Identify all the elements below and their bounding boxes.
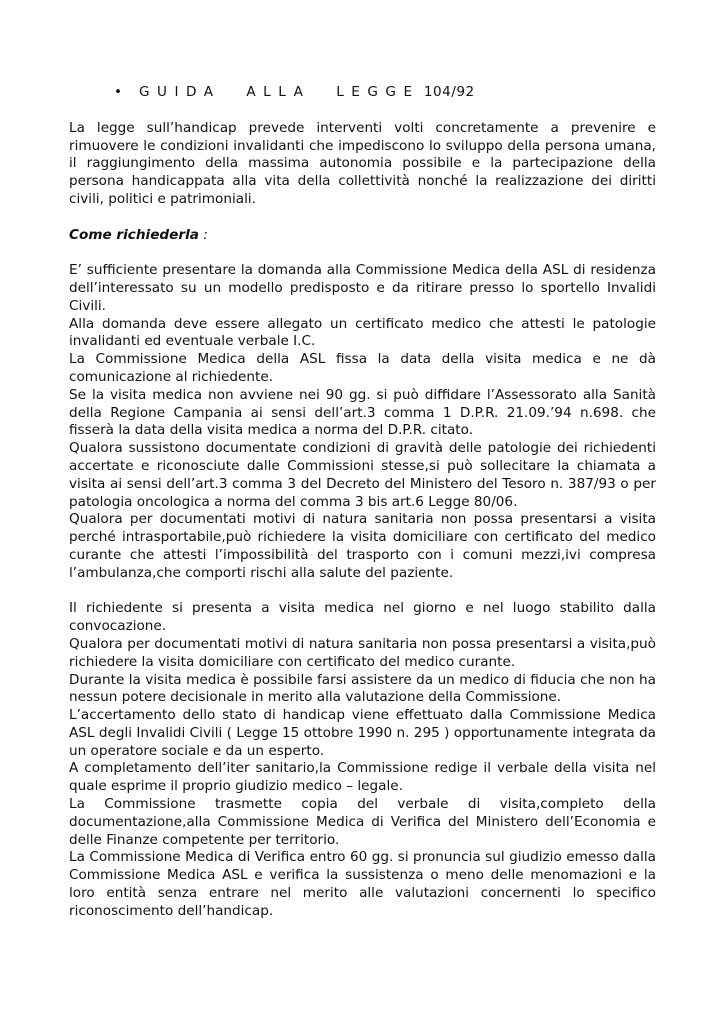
spacer (69, 583, 656, 601)
section-heading-text: Come richiederla (69, 226, 199, 243)
paragraph: La Commissione trasmette copia del verbale di visita,completo della documentazione,alla Commissione Medica di Verifica del Ministero dell’Economia e delle Finanze competente per territorio. (69, 796, 656, 848)
paragraph: L’accertamento dello stato di handicap viene effettuato dalla Commissione Medica ASL degli Invalidi Civili ( Legge 15 ottobre 1990 n. 295 ) opportunamente integrata da un operatore sociale e da un esperto. (69, 707, 656, 759)
paragraph: Durante la visita medica è possibile farsi assistere da un medico di fiducia che non ha nessun potere decisionale in merito alla valutazione della Commissione. (69, 671, 656, 706)
paragraph: La Commissione Medica della ASL fissa la data della visita medica e ne dà comunicazione al richiedente. (69, 351, 656, 385)
paragraph: E’ sufficiente presentare la domanda alla Commissione Medica della ASL di residenza dell’interessato su un modello predisposto e da ritirare presso lo sportello Invalidi Civili. (69, 262, 656, 314)
paragraph: Qualora per documentati motivi di natura sanitaria non possa presentarsi a visita,può richiedere la visita domiciliare con certificato del medico curante. (69, 635, 656, 670)
title-number: 104/92 (423, 84, 475, 100)
paragraph: Alla domanda deve essere allegato un certificato medico che attesti le patologie invalidanti ed eventuale verbale I.C. (69, 315, 656, 350)
paragraph: Qualora per documentati motivi di natura sanitaria non possa presentarsi a visita perché intrasportabile,può richiedere la visita domiciliare con certificato del medico curante che attesti l’impossibilità del trasporto con i comuni mezzi,ivi compresa l’ambulanza,che comporti rischi alla salute del paziente. (69, 511, 656, 581)
spacer (69, 244, 656, 262)
bullet-icon: • (114, 84, 123, 100)
spacer (69, 209, 656, 227)
paragraph: Il richiedente si presenta a visita medica nel giorno e nel luogo stabilito dalla convocazione. (69, 600, 656, 635)
paragraph: Se la visita medica non avviene nei 90 gg. si può diffidare l’Assessorato alla Sanità della Regione Campania ai sensi dell’art.3 comma 1 D.P.R. 21.09.’94 n.698. che fisserà la data della visita medica a norma del D.P.R. citato. (69, 386, 656, 439)
paragraph: Qualora sussistono documentate condizioni di gravità delle patologie dei richiedenti accertate e riconosciute dalle Commissioni stesse,si può sollecitare la chiamata a visita ai sensi dell’art.3 comma 3 del Decreto del Ministero del Tesoro n. 387/93 o per patologia oncologica a norma del comma 3 bis art.6 Legge 80/06. (69, 440, 656, 510)
intro-paragraph: La legge sull’handicap prevede interventi volti concretamente a prevenire e rimuovere le condizioni invalidanti che impediscono lo sviluppo della persona umana, il raggiungimento della massima autonomia possibile e la partecipazione della persona handicappata alla vita della collettività nonché la realizzazione dei diritti civili, politici e patrimoniali. (69, 119, 656, 207)
paragraph: A completamento dell’iter sanitario,la Commissione redige il verbale della visita nel quale esprime il proprio giudizio medico – legale. (69, 760, 656, 795)
section-heading-suffix: : (198, 226, 208, 243)
document-title (69, 84, 656, 102)
paragraph: La Commissione Medica di Verifica entro 60 gg. si pronuncia sul giudizio emesso dalla Commissione Medica ASL e verifica la sussistenza o meno delle menomazioni e la loro entità senza entrare nel merito alle valutazioni concernenti lo specifico riconoscimento dell’handicap. (69, 849, 656, 919)
section-heading (69, 227, 656, 245)
document-page (69, 84, 656, 921)
title-words: GUIDA ALLA LEGGE (139, 84, 420, 100)
